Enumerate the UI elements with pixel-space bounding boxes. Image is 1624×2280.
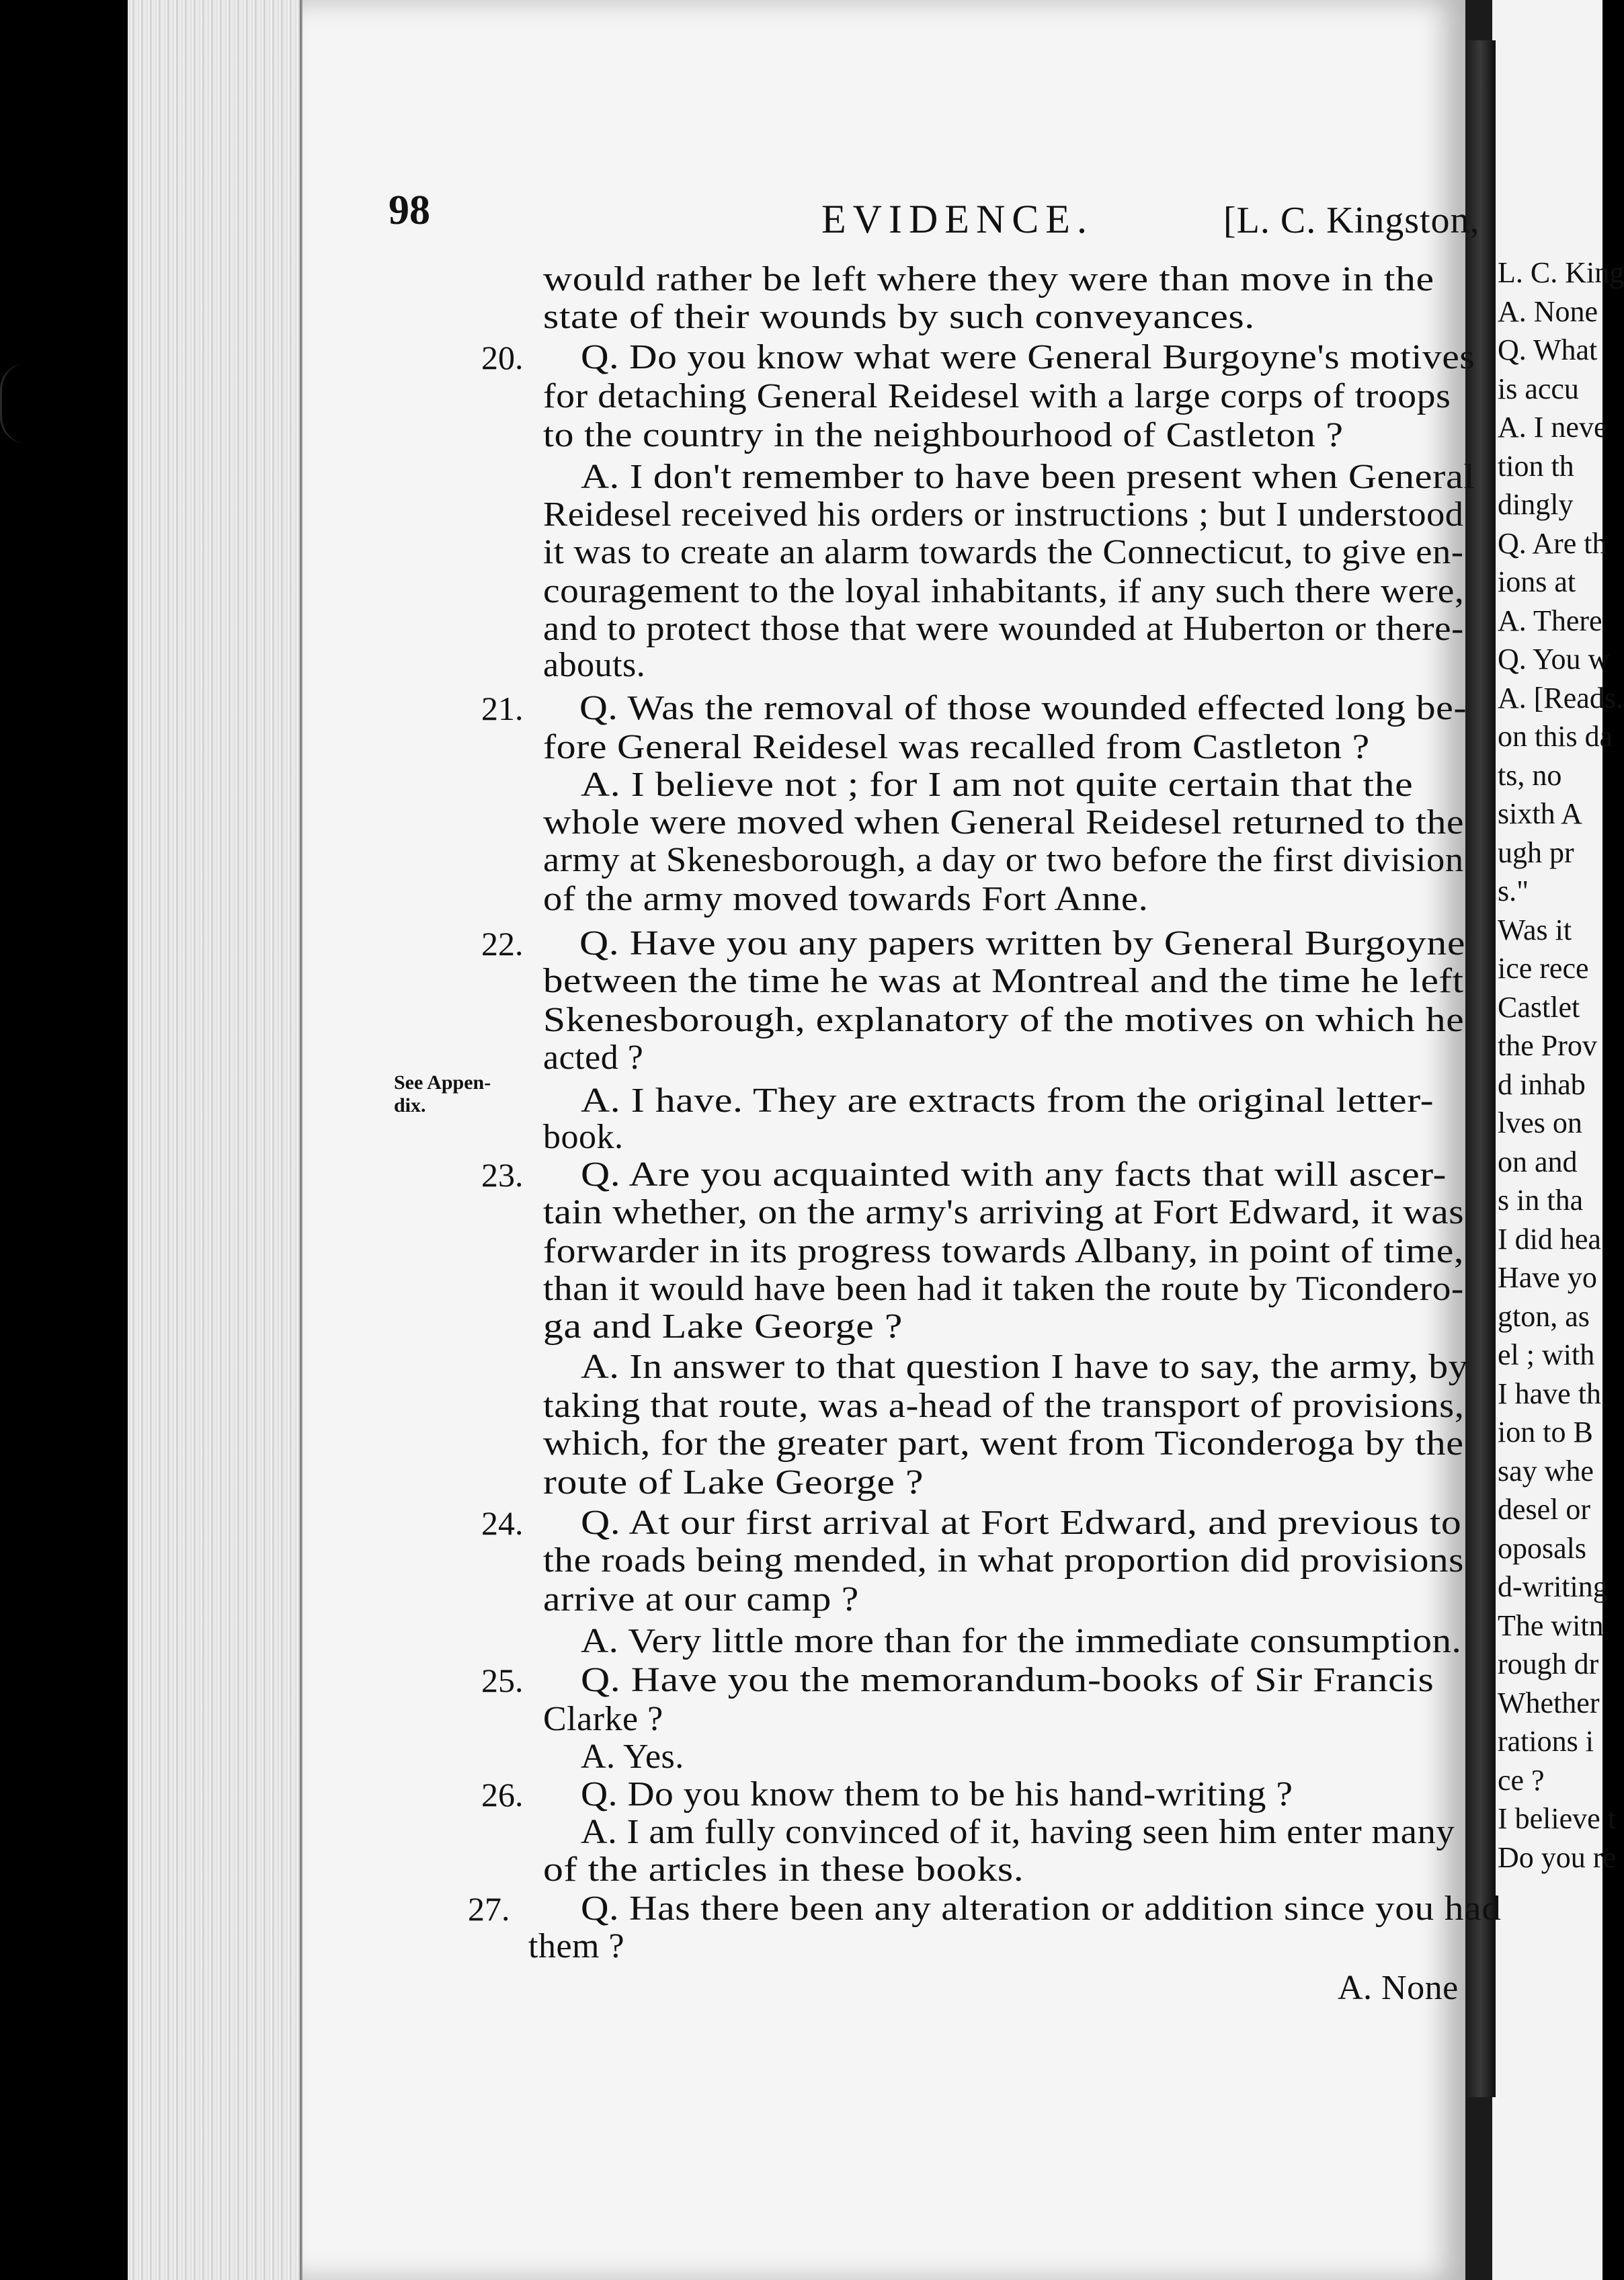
body-line: Skenesborough, explanatory of the motives on which he bbox=[543, 1001, 1465, 1039]
facing-page-line: A. None bbox=[1498, 295, 1598, 328]
facing-page-line: s in tha bbox=[1498, 1184, 1584, 1217]
facing-page-line: say whe bbox=[1498, 1455, 1594, 1488]
facing-page-line: A. [Reads. bbox=[1498, 682, 1623, 715]
body-line: Q. Have you the memorandum-books of Sir Francis bbox=[581, 1661, 1434, 1699]
question-number: 22. bbox=[481, 925, 524, 963]
facing-page-line: dingly bbox=[1498, 488, 1574, 521]
body-line: them ? bbox=[528, 1927, 625, 1965]
body-line: A. I am fully convinced of it, having seen him enter many bbox=[581, 1813, 1455, 1851]
body-line: would rather be left where they were than move in the bbox=[543, 260, 1434, 298]
facing-page-line: I did hea bbox=[1498, 1223, 1601, 1256]
facing-page-line: Q. Are th bbox=[1498, 527, 1607, 560]
facing-page-line: ts, no bbox=[1498, 759, 1562, 792]
facing-page-line: is accu bbox=[1498, 372, 1579, 405]
facing-page-line: A. There bbox=[1498, 604, 1602, 637]
running-head: EVIDENCE. bbox=[821, 197, 1094, 241]
facing-page-line: I have th bbox=[1498, 1377, 1601, 1410]
body-line: it was to create an alarm towards the Connecticut, to give en- bbox=[543, 533, 1464, 571]
facing-page-line: A. I neve bbox=[1498, 411, 1607, 444]
body-line: Q. Has there been any alteration or addition since you had bbox=[581, 1889, 1502, 1928]
body-line: between the time he was at Montreal and the time he left bbox=[543, 962, 1464, 1000]
question-number: 24. bbox=[481, 1504, 524, 1542]
question-number: 23. bbox=[481, 1156, 524, 1194]
page-number: 98 bbox=[389, 188, 430, 233]
body-line: A. None bbox=[1338, 1969, 1459, 2007]
body-line: Q. Do you know them to be his hand-writing ? bbox=[581, 1775, 1293, 1814]
facing-page-line: rough dr bbox=[1498, 1647, 1599, 1680]
body-line: of the articles in these books. bbox=[543, 1850, 1024, 1889]
facing-page-line: on and bbox=[1498, 1145, 1578, 1178]
body-line: of the army moved towards Fort Anne. bbox=[543, 880, 1149, 918]
body-line: and to protect those that were wounded at Huberton or there- bbox=[543, 610, 1464, 648]
facing-page-line: gton, as bbox=[1498, 1300, 1590, 1333]
body-line: acted ? bbox=[543, 1039, 644, 1077]
body-line: A. Yes. bbox=[581, 1738, 684, 1776]
body-line: A. I believe not ; for I am not quite certain that the bbox=[581, 766, 1414, 804]
body-line: ga and Lake George ? bbox=[543, 1307, 903, 1346]
facing-page-line: el ; with bbox=[1498, 1338, 1595, 1371]
facing-page-line: Was it bbox=[1498, 913, 1572, 946]
question-number: 20. bbox=[481, 339, 524, 376]
body-line: state of their wounds by such conveyances. bbox=[543, 298, 1255, 336]
question-number: 21. bbox=[481, 690, 524, 727]
facing-page-line: ugh pr bbox=[1498, 836, 1574, 869]
body-line: couragement to the loyal inhabitants, if any such there were, bbox=[543, 572, 1465, 610]
body-line: arrive at our camp ? bbox=[543, 1580, 859, 1619]
body-line: the roads being mended, in what proportion did provisions bbox=[543, 1541, 1464, 1580]
body-line: to the country in the neighbourhood of Castleton ? bbox=[543, 416, 1344, 454]
body-line: Q. Are you acquainted with any facts that will ascer- bbox=[581, 1155, 1447, 1194]
running-head-right: [L. C. Kingston, bbox=[1223, 200, 1480, 241]
facing-page-line: rations i bbox=[1498, 1725, 1594, 1758]
facing-page-line: L. C. King bbox=[1498, 256, 1624, 289]
body-line: forwarder in its progress towards Albany, in point of time, bbox=[543, 1232, 1464, 1270]
body-line: Q. Have you any papers written by General Burgoyne bbox=[579, 924, 1465, 963]
body-line: for detaching General Reidesel with a large corps of troops bbox=[543, 377, 1451, 415]
body-line: book. bbox=[543, 1118, 624, 1156]
side-note-line-2: dix. bbox=[394, 1094, 426, 1116]
body-line: taking that route, was a-head of the transport of provisions, bbox=[543, 1387, 1465, 1425]
body-line: Clarke ? bbox=[543, 1700, 663, 1738]
facing-page-line: the Prov bbox=[1498, 1029, 1597, 1062]
facing-page-line: ice rece bbox=[1498, 952, 1589, 985]
facing-page-line: ion to B bbox=[1498, 1416, 1593, 1449]
body-line: fore General Reidesel was recalled from Castleton ? bbox=[543, 728, 1370, 766]
question-number: 25. bbox=[481, 1662, 524, 1699]
body-line: Q. At our first arrival at Fort Edward, and previous to bbox=[581, 1504, 1462, 1542]
facing-page-line: sixth A bbox=[1498, 797, 1582, 830]
body-line: A. I don't remember to have been present when General bbox=[581, 458, 1475, 496]
facing-page-line: ce ? bbox=[1498, 1764, 1545, 1797]
body-line: Reidesel received his orders or instructions ; but I understood bbox=[543, 495, 1464, 534]
facing-page-line: d inhab bbox=[1498, 1068, 1586, 1101]
facing-page-line: Q. What bbox=[1498, 333, 1598, 366]
side-note-line-1: See Appen- bbox=[394, 1071, 491, 1094]
facing-page-line: desel or bbox=[1498, 1493, 1591, 1526]
facing-page-line: Q. You w bbox=[1498, 643, 1610, 676]
facing-page-line: oposals bbox=[1498, 1532, 1586, 1565]
facing-page-line: tion th bbox=[1498, 450, 1574, 483]
facing-page-line: Castlet bbox=[1498, 991, 1580, 1024]
facing-page-line: s." bbox=[1498, 874, 1529, 907]
facing-page-line: d-writing bbox=[1498, 1570, 1608, 1603]
facing-page-line: ions at bbox=[1498, 565, 1576, 598]
question-number: 27. bbox=[468, 1890, 510, 1928]
body-line: route of Lake George ? bbox=[543, 1463, 924, 1502]
body-line: A. I have. They are extracts from the original letter- bbox=[581, 1082, 1434, 1120]
body-line: army at Skenesborough, a day or two before the first division bbox=[543, 841, 1464, 879]
facing-page-line: lves on bbox=[1498, 1106, 1582, 1139]
facing-page-line: Have yo bbox=[1498, 1261, 1597, 1294]
body-line: whole were moved when General Reidesel returned to the bbox=[543, 803, 1465, 842]
facing-page-line: I believe t bbox=[1498, 1802, 1616, 1835]
facing-page-line: on this da bbox=[1498, 720, 1613, 753]
body-line: abouts. bbox=[543, 646, 646, 684]
body-line: Q. Do you know what were General Burgoyne's motives bbox=[581, 338, 1475, 376]
body-line: A. Very little more than for the immediate consumption. bbox=[581, 1622, 1462, 1660]
body-line: Q. Was the removal of those wounded effected long be- bbox=[579, 689, 1467, 727]
question-number: 26. bbox=[481, 1776, 524, 1814]
body-line: A. In answer to that question I have to say, the army, by bbox=[581, 1348, 1469, 1386]
facing-page-line: Whether bbox=[1498, 1686, 1600, 1719]
facing-page-line: The witn bbox=[1498, 1609, 1604, 1642]
body-line: which, for the greater part, went from Ticonderoga by the bbox=[543, 1424, 1464, 1463]
body-line: than it would have been had it taken the route by Ticondero- bbox=[543, 1270, 1464, 1308]
body-line: tain whether, on the army's arriving at Fort Edward, it was bbox=[543, 1193, 1465, 1231]
facing-page-line: Do you re bbox=[1498, 1841, 1616, 1874]
